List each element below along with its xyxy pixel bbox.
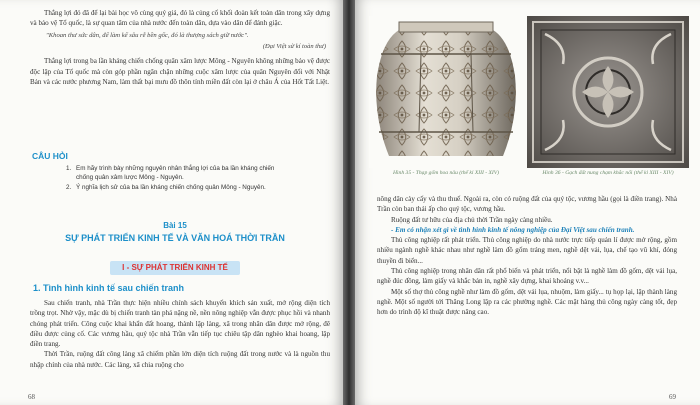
quote: "Khoan thư sức dân, để làm kế sâu rễ bền gốc, đó là thượng sách giữ nước".	[46, 31, 249, 39]
questions-title: CÂU HỎI	[32, 151, 68, 161]
paragraph-2: Ruộng đất tư hữu của địa chủ thời Trần ngày càng nhiều.	[391, 215, 553, 224]
paragraph-5: Một số thợ thủ công nghề như làm đồ gốm, dệt vải lụa, nhuộm, làm giấy... tụ họp lại, lập thành làng nghề. Một số người tới Thăng Long lập ra các phường nghề. Các mặt hàng thủ công ngày càng tốt, đẹp hơn do trình độ kĩ thuật được nâng cao.	[377, 287, 677, 317]
question-item: 2. Ý nghĩa lịch sử của ba lần kháng chiến chống quân Mông - Nguyên.	[66, 184, 266, 192]
questions-list	[66, 164, 281, 193]
lesson-number: Bài 15	[163, 221, 187, 230]
paragraph-3: Thủ công nghiệp rất phát triển. Thủ công nghiệp do nhà nước trực tiếp quản lí được mở rộng, gồm nhiều ngành nghề khác nhau như nghề làm đồ gốm tráng men, nghề dệt vải, lụa, chế tạo vũ khí, đóng thuyền đi biển...	[377, 236, 677, 265]
page-number-right: 69	[669, 393, 676, 401]
lesson-title: SỰ PHÁT TRIỂN KINH TẾ VÀ VĂN HOÁ THỜI TRẦN	[65, 233, 285, 243]
paragraph-4: Thời Trần, ruộng đất công làng xã chiếm phần lớn diện tích ruộng đất trong nước và là nguồn thu nhập chính của nhà nước. Các làng, xã chia ruộng cho	[30, 350, 330, 369]
book-gutter	[343, 0, 355, 405]
subsection-title: 1. Tình hình kinh tế sau chiến tranh	[33, 283, 185, 293]
question-lead: - Em có nhận xét gì về tình hình kinh tế nông nghiệp của Đại Việt sau chiến tranh.	[391, 225, 635, 234]
paragraph-4: Thủ công nghiệp trong nhân dân rất phổ biến và phát triển, nổi bật là nghề làm đồ gốm, dệt vải lụa, nghề đúc đồng, làm giấy và khắc bản in, nghề xây dựng, khai khoáng v.v...	[377, 267, 677, 286]
paragraph-1: nông dân cày cấy và thu thuế. Ngoài ra, còn có ruộng đất của quý tộc, vương hầu (gọi là điền trang). Nhà Trần còn ban thái ấp cho quý tộc, vương hầu.	[377, 195, 677, 214]
quote-source: (Đại Việt sử kí toàn thư)	[262, 43, 326, 51]
intro-paragraph: Thắng lợi đó đã để lại bài học vô cùng quý giá, đó là củng cố khối đoàn kết toàn dân trong xây dựng và bảo vệ Tổ quốc, là sự quan tâm của nhà nước đến toàn dân, dựa vào dân để đánh giặc.	[30, 9, 330, 28]
tile-figure	[527, 16, 689, 168]
paragraph-3: Sau chiến tranh, nhà Trần thực hiện nhiều chính sách khuyến khích sản xuất, mở rộng diện tích trồng trọt. Nhờ vậy, mặc dù bị chiến tranh tàn phá nặng nề, nền nông nghiệp vẫn được phục hồi và nhanh chóng phát triển. Công cuộc khai khẩn đất hoang, thành lập làng, xã trong nhân dân được mở rộng, đê điều được củng cố. Các vương hầu, quý tộc nhà Trần vẫn tiếp tục chiêu tập dân nghèo khai hoang, lập điền trang.	[30, 299, 330, 349]
question-item: 1. Em hãy trình bày những nguyên nhân thắng lợi của ba lần kháng chiến chống quân xâm lược Mông - Nguyên.	[66, 165, 275, 182]
left-page	[0, 0, 343, 405]
section-heading: I - SỰ PHÁT TRIỂN KINH TẾ	[110, 261, 240, 275]
caption-jar: Hình 35 - Thạp gốm hoa nâu (thế kỉ XIII - XIV)	[392, 170, 500, 176]
caption-tile: Hình 36 - Gạch đất nung chạm khắc nổi (thế kỉ XIII - XIV)	[542, 170, 674, 176]
paragraph-2: Thắng lợi trong ba lần kháng chiến chống quân xâm lược Mông - Nguyên không những bảo vệ được độc lập của Tổ quốc mà còn góp phần ngăn chặn những cuộc xâm lược của quân Nguyên đối với Nhật Bản và các nước phương Nam, làm thất bại mưu đồ thôn tính miền đất còn lại ở châu Á của Hốt Tất Liệt.	[30, 57, 330, 86]
right-page	[355, 0, 700, 405]
page-number-left: 68	[28, 393, 35, 401]
jar-figure	[369, 16, 523, 168]
